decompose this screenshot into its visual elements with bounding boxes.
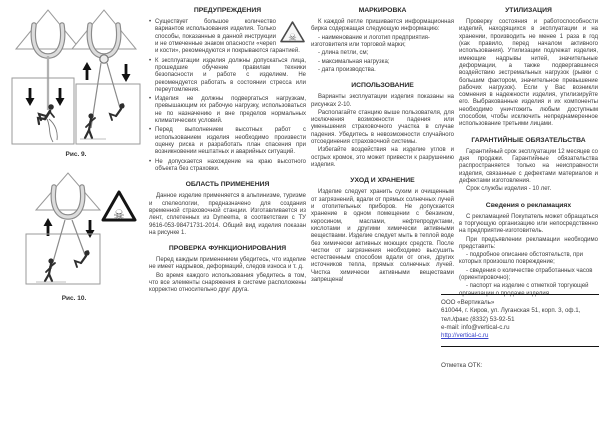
warnings-list	[149, 19, 306, 173]
anchor-triangle	[36, 173, 100, 210]
otk-stamp-label: Отметка ОТК:	[441, 362, 483, 369]
warning-text: К эксплуатации изделия должны допускаться лица, прошедшие обучение правилам техники безопасности и работе с изделием. Не рекомендуется работать в состоянии стресса или переутомления.	[155, 57, 306, 93]
figure-10-caption: Рис. 10.	[61, 295, 87, 302]
cliff-box	[26, 234, 100, 284]
warning-text: Существует большое количество вариантов использования изделия. Только способы, показанные в данной инструкции и не отмеченные знаком опасности «череп и кости», рекомендуются и покрываются гарантией.	[155, 19, 300, 55]
climber-figure-hanging	[75, 250, 90, 267]
down-arrow-icon	[56, 88, 65, 106]
usage-paragraph: Варианты эксплуатации изделия показаны на рисунках 2-10.	[311, 94, 454, 108]
fig9-left-panel	[12, 10, 80, 144]
company-name: ООО «Вертикаль»	[441, 299, 495, 306]
warning-item	[149, 19, 306, 56]
anchor-triangle	[16, 10, 80, 49]
function-check-paragraph: Перед каждым применением убедитесь, что изделие не имеет надрывов, деформаций, следов износа и т. д.	[149, 257, 306, 271]
warning-item	[149, 58, 306, 95]
svg-text:☠: ☠	[113, 207, 125, 222]
figure-10-anchor-diagram	[6, 168, 142, 294]
disposal-paragraph: Проверку состояния и работоспособности изделий, находящихся в эксплуатации и на хранении, производить не менее 1 раза в год (как правило, перед началом активного использования). Утилизации подлежат изделия, имеющие надрывы нитей, значительные деформации, а также подвергавшиеся воздействию экстремальных нагрузок (рывки с большим фактором, значительное превышение рабочих нагрузок). Если у Вас возникли сомнения в надежности изделия, утилизируйте его. Выбракованные изделия и их компоненты необходимо уничтожить любым доступным способом, чтобы исключить непреднамеренное использование третьими лицами.	[459, 19, 598, 128]
company-website-link[interactable]: http://vertical-c.ru	[441, 332, 489, 340]
section-title-marking: МАРКИРОВКА	[358, 7, 407, 14]
care-paragraph: Изделие следует хранить сухим и очищенным от загрязнений, вдали от прямых солнечных лучей и отопительных приборов. Не допускается хранение в одном помещении с бензином, керосином, маслами, нефтепродуктами, кислотами и другими химически активными веществами. Изделие следует мыть в теплой воде без химически активных моющих средств. После чистки от загрязнения необходимо высушить естественным способом вдали от огня, других источников тепла, прямых солнечных лучей. Чистка химически активными веществами запрещена!	[311, 189, 454, 284]
figure-9-anchor-diagram	[8, 4, 144, 150]
column-marking-usage	[311, 0, 454, 285]
warranty-paragraph: Срок службы изделия - 10 лет.	[466, 186, 552, 193]
section-title-care-storage: УХОД И ХРАНЕНИЕ	[350, 177, 415, 185]
section-title-function-check: ПРОВЕРКА ФУНКЦИОНИРОВАНИЯ	[168, 245, 287, 253]
warning-item	[149, 159, 306, 174]
rope-tails	[47, 119, 57, 142]
svg-text:☠: • ☠	[288, 32, 297, 44]
marking-item: - наименование и логотип предприятия-изготовителя или торговой марки;	[311, 34, 430, 48]
rope-diagonal	[91, 63, 101, 128]
warning-text: Перед выполнением высотных работ с использованием изделия необходимо произвести оценку риска и разработать план спасения при возникновении нештатных и аварийных ситуаций.	[155, 127, 306, 156]
company-email: e-mail: info@vertical-c.ru	[441, 324, 510, 332]
rope-vertical	[107, 63, 120, 108]
figures-panel	[0, 0, 148, 312]
up-arrow-icon	[44, 218, 53, 236]
claims-paragraph: При предъявлении рекламации необходимо представить:	[459, 236, 598, 250]
up-arrow-icon	[83, 62, 92, 80]
down-arrow-icon	[26, 88, 35, 106]
down-arrow-icon	[86, 220, 95, 238]
marking-intro: К каждой петле пришивается информационная бирка содержащая следующую информацию:	[311, 19, 454, 33]
claims-paragraph: С рекламацией Покупатель может обращаться в торгующую организацию или непосредственно на предприятие-изготовитель.	[459, 213, 598, 235]
section-title-claims: Сведения о рекламациях	[485, 201, 572, 209]
cliff-box	[12, 78, 74, 144]
usage-paragraph: Располагайте станцию выше пользователя, для исключения возможности падения или уменьшения страховочного участка в случае падения. Убедитесь в невозможности случайного отсоединения страховочной системы.	[311, 109, 454, 146]
warning-item	[149, 96, 306, 125]
figure-9-caption: Рис. 9.	[65, 151, 87, 158]
claims-item: - подробное описание обстоятельств, при которых произошло повреждение;	[459, 252, 583, 266]
company-phone: тел./факс (8332) 53-92-51	[441, 315, 515, 323]
company-address: 610044, г. Киров, ул. Луганская 51, корп. 3, оф.1,	[441, 307, 581, 315]
application-paragraph: Данное изделие применяется в альпинизме, туризме и спелеологии, предназначено для создания временной страховочной станции. Изготавливается из лент, сплетенных из Dyneema, в соответствии с ТУ 9616-053-98471731-2014. Общий вид изделия показан на рисунке 1.	[149, 193, 306, 236]
divider-rule	[441, 346, 599, 347]
carabiner-pulley	[100, 55, 108, 63]
warning-text: Не допускается нахождение на краю высотного объекта без страховки.	[155, 158, 306, 172]
section-title-usage: ИСПОЛЬЗОВАНИЕ	[351, 82, 414, 90]
rope-vertical	[72, 220, 85, 255]
climber-figure-standing	[85, 113, 95, 138]
manufacturer-contact-block	[441, 294, 599, 347]
function-check-paragraph: Во время каждого использования убедитесь в том, что все элементы снаряжения в системе расположены корректно относительно друг друга.	[149, 272, 306, 294]
claims-item: - сведения о количестве отработанных часов (ориентировочно);	[459, 267, 593, 282]
down-arrow-icon	[122, 64, 131, 82]
anchor-triangle	[72, 10, 136, 49]
column-warnings	[149, 0, 306, 296]
claims-item: - паспорт на изделие с отметкой торгующей организации о продаже изделия.	[459, 283, 589, 297]
usage-paragraph: Избегайте воздействия на изделие углов и острых кромок, это может привести к разрушению изделия.	[311, 147, 454, 168]
warranty-paragraph: Гарантийный срок эксплуатации 12 месяцев со дня продажи. Гарантийные обязательства распространяется только на неисправности изделия, связанные с дефектами материалов и дефектами изготовления.	[459, 148, 598, 184]
section-title-warranty: ГАРАНТИЙНЫЕ ОБЯЗАТЕЛЬСТВА	[471, 136, 586, 144]
skull-warning-triangle-icon	[103, 192, 135, 222]
column-disposal-warranty	[459, 0, 598, 299]
section-title-warnings: ПРЕДУПРЕЖДЕНИЯ	[193, 7, 262, 14]
warning-text: Изделия не должны подвергаться нагрузкам, превышающим их рабочую нагрузку, использоваться не по назначению и вне пределов нормальных климатических условий.	[155, 96, 306, 125]
marking-item: - максимальная нагрузка;	[318, 58, 390, 65]
skull-danger-icon	[279, 20, 306, 44]
fig9-right-panel	[72, 10, 140, 144]
climber-figure-hanging	[110, 103, 125, 120]
section-title-application: ОБЛАСТЬ ПРИМЕНЕНИЯ	[185, 181, 270, 189]
section-title-disposal: УТИЛИЗАЦИЯ	[505, 7, 552, 14]
marking-item: - дата производства.	[318, 66, 376, 73]
marking-item: - длина петли, см;	[318, 50, 369, 57]
warning-item	[149, 127, 306, 156]
